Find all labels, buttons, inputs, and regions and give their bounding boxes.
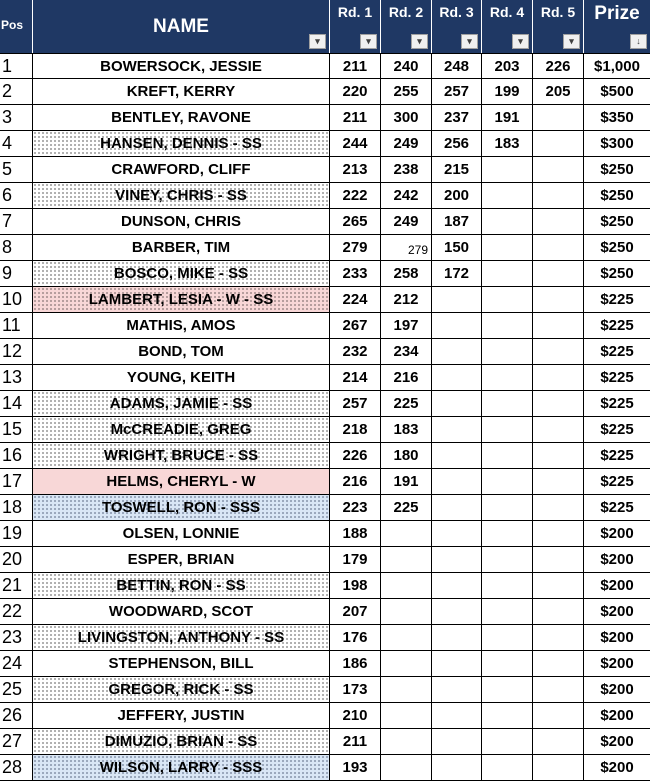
score-cell-r2[interactable]: 234 <box>381 339 432 364</box>
score-cell-r1[interactable]: 218 <box>330 417 381 442</box>
score-cell-r3[interactable] <box>432 391 482 416</box>
column-label-rd2: Rd. 2 <box>388 4 424 20</box>
position-cell[interactable]: 21 <box>0 573 33 598</box>
score-cell-r2[interactable]: 240 <box>381 54 432 79</box>
score-cell-r4[interactable] <box>482 625 533 650</box>
score-cell-r2[interactable]: 183 <box>381 417 432 442</box>
score-cell-r1[interactable]: 176 <box>330 625 381 650</box>
filter-dropdown-icon[interactable]: ▾ <box>512 34 529 49</box>
table-row <box>0 495 650 521</box>
score-cell-r3[interactable] <box>432 677 482 702</box>
position-cell[interactable]: 9 <box>0 261 33 286</box>
score-cell-r3[interactable] <box>432 313 482 338</box>
score-cell-r4[interactable] <box>482 677 533 702</box>
score-cell-r5[interactable] <box>533 651 584 676</box>
prize-cell[interactable]: $250 <box>600 265 634 282</box>
score-cell-r1[interactable]: 210 <box>330 703 381 728</box>
score-cell-r5[interactable] <box>533 365 584 390</box>
name-cell[interactable]: JEFFERY, JUSTIN <box>33 703 330 728</box>
score-cell-r3[interactable] <box>432 729 482 754</box>
name-cell[interactable]: BETTIN, RON - SS <box>33 573 330 598</box>
position-cell[interactable]: 27 <box>0 729 33 754</box>
score-cell-r3[interactable] <box>432 495 482 520</box>
prize-cell[interactable]: $300 <box>600 135 634 152</box>
score-cell-r4[interactable] <box>482 157 533 182</box>
score-cell-r2[interactable]: 258 <box>381 261 432 286</box>
score-cell-r1[interactable]: 188 <box>330 521 381 546</box>
table-row <box>0 183 650 209</box>
score-cell-r2[interactable]: 249 <box>381 131 432 156</box>
score-cell-r5[interactable]: 205 <box>533 79 584 104</box>
prize-cell[interactable]: $200 <box>600 733 634 750</box>
column-header-rd5[interactable] <box>533 0 584 53</box>
score-cell-r5[interactable] <box>533 105 584 130</box>
position-cell[interactable]: 11 <box>0 313 33 338</box>
name-cell[interactable]: McCREADIE, GREG <box>33 417 330 442</box>
score-cell-r3[interactable]: 248 <box>432 54 482 79</box>
column-header-pos <box>0 0 33 53</box>
score-cell-r3[interactable] <box>432 599 482 624</box>
column-header-name[interactable] <box>33 0 330 53</box>
position-cell[interactable]: 17 <box>0 469 33 494</box>
column-label-rd4: Rd. 4 <box>489 4 525 20</box>
column-header-rd4[interactable] <box>482 0 533 53</box>
score-cell-r1[interactable]: 211 <box>330 54 381 79</box>
prize-cell[interactable]: $225 <box>600 473 634 490</box>
name-cell[interactable]: MATHIS, AMOS <box>33 313 330 338</box>
position-cell[interactable]: 12 <box>0 339 33 364</box>
position-cell[interactable]: 2 <box>0 79 33 104</box>
score-cell-r4[interactable] <box>482 651 533 676</box>
sort-descending-icon[interactable]: ↓ <box>630 34 647 49</box>
score-cell-r3[interactable] <box>432 417 482 442</box>
score-cell-r4[interactable] <box>482 755 533 780</box>
score-cell-r4[interactable]: 199 <box>482 79 533 104</box>
score-cell-r1[interactable]: 179 <box>330 547 381 572</box>
table-row <box>0 235 650 261</box>
prize-cell[interactable]: $200 <box>600 759 634 776</box>
score-cell-r2[interactable]: 225 <box>381 391 432 416</box>
position-cell[interactable]: 1 <box>0 54 33 79</box>
score-cell-r4[interactable] <box>482 339 533 364</box>
table-row <box>0 625 650 651</box>
name-cell[interactable]: STEPHENSON, BILL <box>33 651 330 676</box>
table-row <box>0 573 650 599</box>
table-row <box>0 157 650 183</box>
prize-cell[interactable]: $225 <box>600 447 634 464</box>
score-cell-r1[interactable]: 216 <box>330 469 381 494</box>
position-cell[interactable]: 14 <box>0 391 33 416</box>
score-cell-r2[interactable] <box>381 625 432 650</box>
score-cell-r3[interactable] <box>432 755 482 780</box>
score-cell-r5[interactable] <box>533 183 584 208</box>
score-cell-r1[interactable]: 226 <box>330 443 381 468</box>
column-label-pos: Pos <box>1 18 24 32</box>
score-cell-r4[interactable]: 191 <box>482 105 533 130</box>
filter-dropdown-icon[interactable]: ▾ <box>360 34 377 49</box>
score-cell-r1[interactable]: 173 <box>330 677 381 702</box>
name-cell[interactable]: DIMUZIO, BRIAN - SS <box>33 729 330 754</box>
prize-cell[interactable]: $200 <box>600 525 634 542</box>
prize-cell[interactable]: $250 <box>600 187 634 204</box>
column-label-name: NAME <box>153 16 209 37</box>
filter-dropdown-icon[interactable]: ▾ <box>563 34 580 49</box>
score-cell-r5[interactable] <box>533 547 584 572</box>
score-cell-r1[interactable]: 233 <box>330 261 381 286</box>
score-cell-r4[interactable] <box>482 573 533 598</box>
score-cell-r4[interactable] <box>482 235 533 260</box>
table-row <box>0 599 650 625</box>
name-cell[interactable]: ADAMS, JAMIE - SS <box>33 391 330 416</box>
score-cell-r1[interactable]: 267 <box>330 313 381 338</box>
score-cell-r1[interactable]: 244 <box>330 131 381 156</box>
table-row <box>0 261 650 287</box>
score-cell-r3[interactable]: 237 <box>432 105 482 130</box>
score-cell-r1[interactable]: 223 <box>330 495 381 520</box>
score-cell-r3[interactable] <box>432 651 482 676</box>
score-cell-r2[interactable]: 212 <box>381 287 432 312</box>
name-cell[interactable]: OLSEN, LONNIE <box>33 521 330 546</box>
prize-cell[interactable]: $200 <box>600 655 634 672</box>
position-cell[interactable]: 28 <box>0 755 33 780</box>
score-cell-r1[interactable]: 211 <box>330 105 381 130</box>
position-cell[interactable]: 15 <box>0 417 33 442</box>
score-cell-r5[interactable] <box>533 287 584 312</box>
results-table-body <box>0 53 650 781</box>
score-cell-r5[interactable] <box>533 443 584 468</box>
score-cell-r4[interactable] <box>482 261 533 286</box>
table-row <box>0 729 650 755</box>
score-cell-r5[interactable] <box>533 599 584 624</box>
table-row <box>0 391 650 417</box>
table-row <box>0 469 650 495</box>
position-cell[interactable]: 13 <box>0 365 33 390</box>
position-cell[interactable]: 22 <box>0 599 33 624</box>
score-cell-r2[interactable]: 197 <box>381 313 432 338</box>
score-cell-r4[interactable] <box>482 365 533 390</box>
name-cell[interactable]: BOND, TOM <box>33 339 330 364</box>
score-cell-r5[interactable] <box>533 729 584 754</box>
score-cell-r4[interactable] <box>482 521 533 546</box>
score-cell-r4[interactable] <box>482 729 533 754</box>
prize-cell[interactable]: $250 <box>600 161 634 178</box>
score-cell-r2[interactable] <box>381 599 432 624</box>
column-label-rd1: Rd. 1 <box>337 4 373 20</box>
prize-cell[interactable]: $225 <box>600 395 634 412</box>
score-cell-r3[interactable] <box>432 469 482 494</box>
table-row <box>0 703 650 729</box>
position-cell[interactable]: 8 <box>0 235 33 260</box>
table-row <box>0 131 650 157</box>
score-cell-r3[interactable]: 150 <box>432 235 482 260</box>
score-cell-r4[interactable] <box>482 417 533 442</box>
score-cell-r3[interactable] <box>432 625 482 650</box>
score-cell-r2[interactable]: 249 <box>381 209 432 234</box>
column-header-prize[interactable] <box>584 0 650 53</box>
name-cell[interactable]: VINEY, CHRIS - SS <box>33 183 330 208</box>
score-cell-r3[interactable]: 257 <box>432 79 482 104</box>
score-cell-r2[interactable] <box>381 755 432 780</box>
score-cell-r5[interactable] <box>533 495 584 520</box>
position-cell[interactable]: 18 <box>0 495 33 520</box>
score-cell-r3[interactable]: 215 <box>432 157 482 182</box>
name-cell[interactable]: LAMBERT, LESIA - W - SS <box>33 287 330 312</box>
score-cell-r1[interactable]: 232 <box>330 339 381 364</box>
table-row <box>0 417 650 443</box>
score-cell-r1[interactable]: 279 <box>330 235 381 260</box>
name-cell[interactable]: CRAWFORD, CLIFF <box>33 157 330 182</box>
score-cell-r4[interactable] <box>482 469 533 494</box>
prize-cell[interactable]: $225 <box>600 499 634 516</box>
name-cell[interactable]: BOSCO, MIKE - SS <box>33 261 330 286</box>
score-cell-r3[interactable] <box>432 547 482 572</box>
score-cell-r2[interactable]: 180 <box>381 443 432 468</box>
table-row <box>0 53 650 79</box>
prize-cell[interactable]: $1,000 <box>594 58 640 75</box>
score-cell-r5[interactable] <box>533 235 584 260</box>
position-cell[interactable]: 19 <box>0 521 33 546</box>
score-cell-r1[interactable]: 211 <box>330 729 381 754</box>
prize-cell[interactable]: $225 <box>600 369 634 386</box>
table-row <box>0 287 650 313</box>
score-cell-r1[interactable]: 207 <box>330 599 381 624</box>
score-cell-r1[interactable]: 193 <box>330 755 381 780</box>
prize-cell[interactable]: $200 <box>600 577 634 594</box>
score-cell-r5[interactable] <box>533 677 584 702</box>
score-cell-r2[interactable] <box>381 573 432 598</box>
score-cell-r1[interactable]: 186 <box>330 651 381 676</box>
position-cell[interactable]: 23 <box>0 625 33 650</box>
score-cell-r1[interactable]: 198 <box>330 573 381 598</box>
score-cell-r3[interactable] <box>432 339 482 364</box>
score-cell-r4[interactable] <box>482 443 533 468</box>
score-cell-r4[interactable] <box>482 287 533 312</box>
table-row <box>0 443 650 469</box>
score-cell-r2[interactable]: 242 <box>381 183 432 208</box>
table-row <box>0 209 650 235</box>
prize-cell[interactable]: $200 <box>600 629 634 646</box>
score-cell-r1[interactable]: 213 <box>330 157 381 182</box>
name-cell[interactable]: ESPER, BRIAN <box>33 547 330 572</box>
score-cell-r3[interactable] <box>432 521 482 546</box>
position-cell[interactable]: 6 <box>0 183 33 208</box>
table-row <box>0 677 650 703</box>
score-cell-r5[interactable] <box>533 391 584 416</box>
filter-dropdown-icon[interactable]: ▾ <box>411 34 428 49</box>
score-cell-r4[interactable]: 183 <box>482 131 533 156</box>
score-cell-r5[interactable] <box>533 417 584 442</box>
score-cell-r1[interactable]: 265 <box>330 209 381 234</box>
position-cell[interactable]: 24 <box>0 651 33 676</box>
score-cell-r5[interactable] <box>533 755 584 780</box>
table-row <box>0 755 650 781</box>
prize-cell[interactable]: $250 <box>600 213 634 230</box>
score-cell-r5[interactable] <box>533 521 584 546</box>
score-cell-r2[interactable] <box>381 703 432 728</box>
table-row <box>0 547 650 573</box>
score-cell-r5[interactable] <box>533 261 584 286</box>
score-cell-r5[interactable] <box>533 313 584 338</box>
column-label-rd5: Rd. 5 <box>540 4 576 20</box>
table-row <box>0 651 650 677</box>
score-cell-r5[interactable] <box>533 339 584 364</box>
score-cell-r2[interactable]: 300 <box>381 105 432 130</box>
position-cell[interactable]: 5 <box>0 157 33 182</box>
score-cell-r5[interactable] <box>533 157 584 182</box>
score-cell-r4[interactable] <box>482 391 533 416</box>
score-cell-r2[interactable]: 279 <box>381 235 432 260</box>
prize-cell[interactable]: $225 <box>600 291 634 308</box>
table-row <box>0 79 650 105</box>
prize-cell[interactable]: $500 <box>600 83 634 100</box>
score-cell-r1[interactable]: 257 <box>330 391 381 416</box>
prize-cell[interactable]: $200 <box>600 707 634 724</box>
score-cell-r2[interactable] <box>381 729 432 754</box>
table-header <box>0 0 650 53</box>
column-header-rd3[interactable] <box>432 0 482 53</box>
position-cell[interactable]: 4 <box>0 131 33 156</box>
score-cell-r1[interactable]: 220 <box>330 79 381 104</box>
position-cell[interactable]: 7 <box>0 209 33 234</box>
name-cell[interactable]: LIVINGSTON, ANTHONY - SS <box>33 625 330 650</box>
name-cell[interactable]: BENTLEY, RAVONE <box>33 105 330 130</box>
score-cell-r1[interactable]: 214 <box>330 365 381 390</box>
name-cell[interactable]: WILSON, LARRY - SSS <box>33 755 330 780</box>
score-cell-r3[interactable] <box>432 573 482 598</box>
position-cell[interactable]: 10 <box>0 287 33 312</box>
prize-cell[interactable]: $200 <box>600 603 634 620</box>
score-cell-r3[interactable] <box>432 443 482 468</box>
score-cell-r5[interactable] <box>533 469 584 494</box>
prize-cell[interactable]: $225 <box>600 421 634 438</box>
column-header-rd2[interactable] <box>381 0 432 53</box>
name-cell[interactable]: HELMS, CHERYL - W <box>33 469 330 494</box>
filter-dropdown-icon[interactable]: ▾ <box>461 34 478 49</box>
score-cell-r3[interactable]: 200 <box>432 183 482 208</box>
table-row <box>0 313 650 339</box>
score-cell-r1[interactable]: 224 <box>330 287 381 312</box>
position-cell[interactable]: 16 <box>0 443 33 468</box>
score-cell-r2[interactable] <box>381 677 432 702</box>
score-cell-r2[interactable]: 225 <box>381 495 432 520</box>
score-cell-r2[interactable]: 238 <box>381 157 432 182</box>
score-cell-r5[interactable]: 226 <box>533 54 584 79</box>
score-cell-r2[interactable]: 255 <box>381 79 432 104</box>
name-cell[interactable]: BOWERSOCK, JESSIE <box>33 54 330 79</box>
prize-cell[interactable]: $225 <box>600 343 634 360</box>
prize-cell[interactable]: $250 <box>600 239 634 256</box>
table-row <box>0 521 650 547</box>
score-cell-r2[interactable] <box>381 547 432 572</box>
position-cell[interactable]: 25 <box>0 677 33 702</box>
score-cell-r4[interactable] <box>482 495 533 520</box>
score-cell-r5[interactable] <box>533 703 584 728</box>
prize-cell[interactable]: $350 <box>600 109 634 126</box>
score-cell-r1[interactable]: 222 <box>330 183 381 208</box>
score-cell-r4[interactable] <box>482 547 533 572</box>
prize-cell[interactable]: $200 <box>600 681 634 698</box>
score-cell-r5[interactable] <box>533 131 584 156</box>
name-cell[interactable]: WRIGHT, BRUCE - SS <box>33 443 330 468</box>
score-cell-r2[interactable] <box>381 651 432 676</box>
score-cell-r5[interactable] <box>533 573 584 598</box>
score-cell-r2[interactable]: 216 <box>381 365 432 390</box>
score-cell-r4[interactable] <box>482 599 533 624</box>
score-cell-r3[interactable]: 256 <box>432 131 482 156</box>
name-cell[interactable]: HANSEN, DENNIS - SS <box>33 131 330 156</box>
score-cell-r4[interactable] <box>482 209 533 234</box>
score-cell-r3[interactable] <box>432 287 482 312</box>
score-cell-r4[interactable] <box>482 703 533 728</box>
column-header-rd1[interactable] <box>330 0 381 53</box>
table-row <box>0 365 650 391</box>
column-label-rd3: Rd. 3 <box>439 4 474 20</box>
score-cell-r4[interactable] <box>482 313 533 338</box>
prize-cell[interactable]: $200 <box>600 551 634 568</box>
prize-cell[interactable]: $225 <box>600 317 634 334</box>
column-label-prize: Prize <box>594 3 640 24</box>
name-cell[interactable]: DUNSON, CHRIS <box>33 209 330 234</box>
table-row <box>0 339 650 365</box>
score-cell-r4[interactable]: 203 <box>482 54 533 79</box>
score-cell-r3[interactable]: 172 <box>432 261 482 286</box>
score-cell-r5[interactable] <box>533 625 584 650</box>
name-cell[interactable]: BARBER, TIM <box>33 235 330 260</box>
score-cell-r3[interactable]: 187 <box>432 209 482 234</box>
table-row <box>0 105 650 131</box>
position-cell[interactable]: 26 <box>0 703 33 728</box>
name-cell[interactable]: GREGOR, RICK - SS <box>33 677 330 702</box>
name-cell[interactable]: WOODWARD, SCOT <box>33 599 330 624</box>
score-cell-r4[interactable] <box>482 183 533 208</box>
score-cell-r3[interactable] <box>432 365 482 390</box>
score-cell-r2[interactable]: 191 <box>381 469 432 494</box>
score-cell-r2[interactable] <box>381 521 432 546</box>
position-cell[interactable]: 3 <box>0 105 33 130</box>
score-cell-r3[interactable] <box>432 703 482 728</box>
name-cell[interactable]: TOSWELL, RON - SSS <box>33 495 330 520</box>
name-cell[interactable]: YOUNG, KEITH <box>33 365 330 390</box>
name-cell[interactable]: KREFT, KERRY <box>33 79 330 104</box>
position-cell[interactable]: 20 <box>0 547 33 572</box>
filter-dropdown-icon[interactable]: ▾ <box>309 34 326 49</box>
score-cell-r5[interactable] <box>533 209 584 234</box>
